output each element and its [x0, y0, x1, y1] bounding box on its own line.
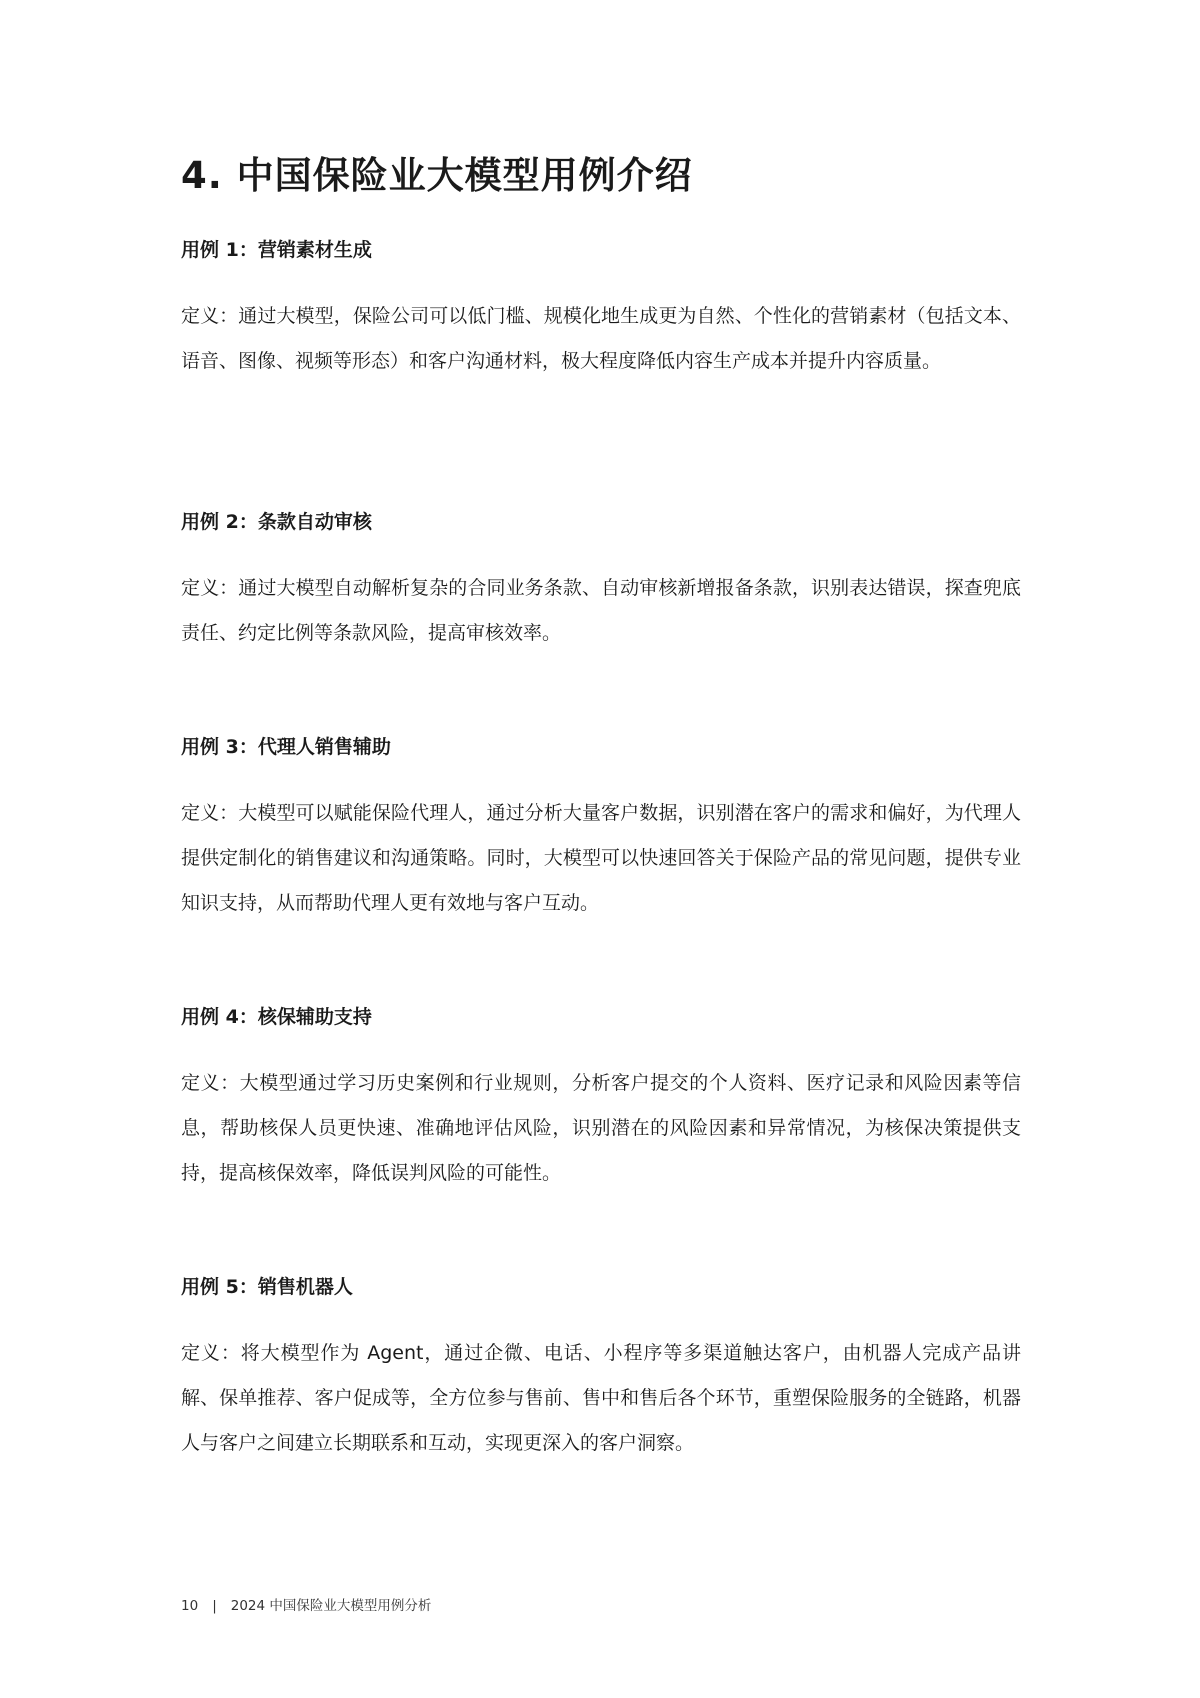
use-case-heading: 用例 5：销售机器人 [181, 1276, 353, 1298]
use-case-definition: 定义：将大模型作为 Agent，通过企微、电话、小程序等多渠道触达客户，由机器人完成产品讲解、保单推荐、客户促成等，全方位参与售前、售中和售后各个环节，重塑保险服务的全链路，机器人与客户之间建立长期联系和互动，实现更深入的客户洞察。 [181, 1342, 1021, 1454]
use-case-heading: 用例 4：核保辅助支持 [181, 1006, 372, 1028]
use-case-heading: 用例 2：条款自动审核 [181, 511, 372, 533]
footer-separator: | [212, 1598, 217, 1614]
use-case-definition: 定义：通过大模型，保险公司可以低门槛、规模化地生成更为自然、个性化的营销素材（包括文本、语音、图像、视频等形态）和客户沟通材料，极大程度降低内容生产成本并提升内容质量。 [181, 305, 1021, 372]
use-case-heading: 用例 1：营销素材生成 [181, 239, 372, 261]
use-case-4 [181, 1003, 1021, 1196]
page-footer [181, 1596, 431, 1616]
use-case-heading: 用例 3：代理人销售辅助 [181, 736, 391, 758]
report-title: 2024 中国保险业大模型用例分析 [230, 1598, 432, 1614]
page-number: 10 [181, 1598, 199, 1614]
page-title: 4. 中国保险业大模型用例介绍 [181, 154, 693, 197]
use-case-definition: 定义：大模型通过学习历史案例和行业规则，分析客户提交的个人资料、医疗记录和风险因素等信息，帮助核保人员更快速、准确地评估风险，识别潜在的风险因素和异常情况，为核保决策提供支持，提高核保效率，降低误判风险的可能性。 [181, 1072, 1021, 1184]
use-case-3 [181, 733, 1021, 926]
use-case-definition: 定义：通过大模型自动解析复杂的合同业务条款、自动审核新增报备条款，识别表达错误，探查兜底责任、约定比例等条款风险，提高审核效率。 [181, 577, 1021, 644]
use-case-2 [181, 508, 1021, 656]
use-case-1 [181, 236, 1021, 384]
use-case-5 [181, 1273, 1021, 1466]
use-case-definition: 定义：大模型可以赋能保险代理人，通过分析大量客户数据，识别潜在客户的需求和偏好，为代理人提供定制化的销售建议和沟通策略。同时，大模型可以快速回答关于保险产品的常见问题，提供专业知识支持，从而帮助代理人更有效地与客户互动。 [181, 802, 1021, 914]
